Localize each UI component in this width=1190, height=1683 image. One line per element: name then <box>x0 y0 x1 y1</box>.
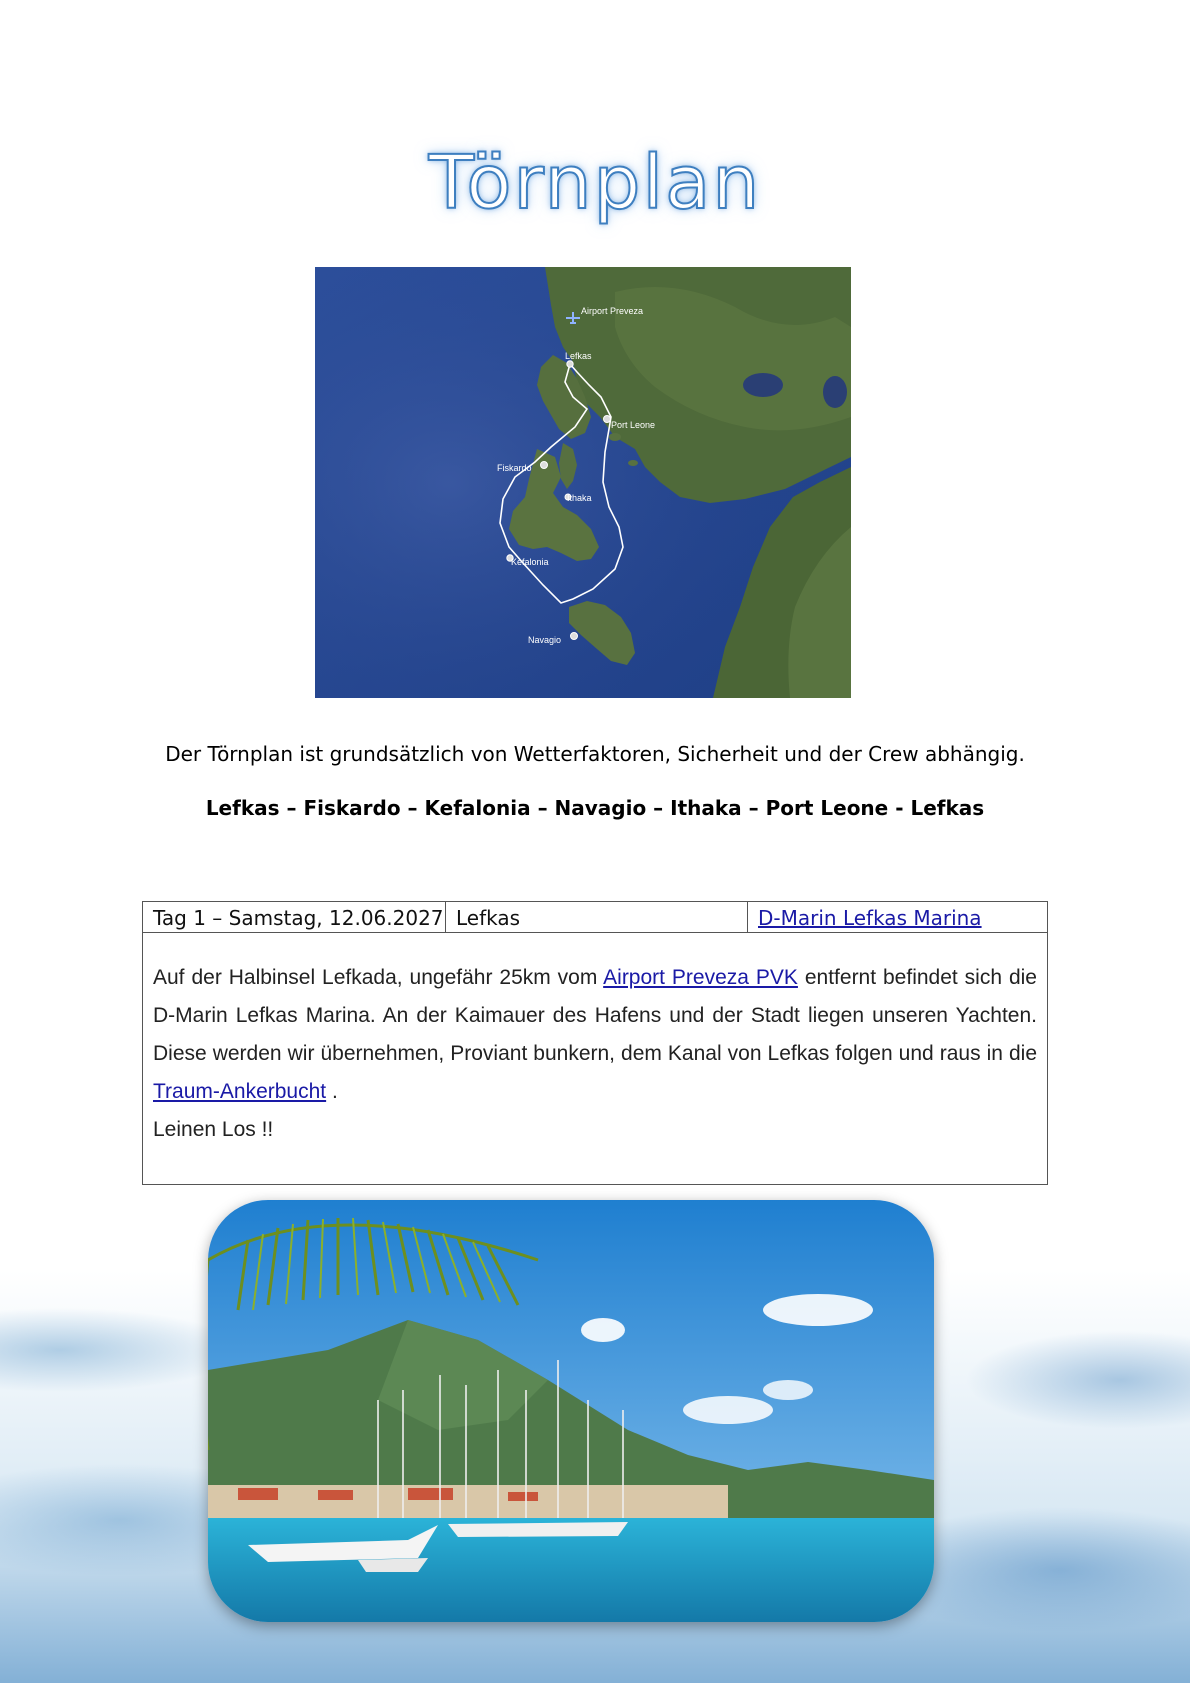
route-summary: Lefkas – Fiskardo – Kefalonia – Navagio – Ithaka – Port Leone - Lefkas <box>205 796 985 820</box>
label-navagio: Navagio <box>528 635 562 645</box>
day-1-description <box>143 933 1047 1149</box>
route-map <box>315 267 851 698</box>
marker-lefkas <box>567 361 573 367</box>
label-lefkas: Lefkas <box>565 351 592 361</box>
page-title: Törnplan <box>428 140 762 226</box>
label-port-leone: Port Leone <box>611 420 656 430</box>
marker-port-leone <box>604 416 611 423</box>
description-text-2: entfernt befindet sich die D-Marin Lefkas Marina. An der Kaimauer des Hafens und der Stadt liegen unseren Yachten. Diese werden wir übernehmen, Proviant bunkern, dem Kanal von Lefkas folgen und raus in die <box>153 966 1037 1065</box>
label-kefalonia: Kefalonia <box>511 557 549 567</box>
label-ithaka: Ithaka <box>567 493 592 503</box>
anchor-bay-link[interactable]: Traum-Ankerbucht <box>153 1080 327 1103</box>
marina-photo <box>208 1200 934 1622</box>
marina-cell <box>748 902 1047 932</box>
marker-fiskardo <box>541 462 548 469</box>
marina-link[interactable]: D-Marin Lefkas Marina <box>758 906 982 930</box>
airport-link[interactable]: Airport Preveza PVK <box>603 966 798 989</box>
label-fiskardo: Fiskardo <box>497 463 532 473</box>
closing-text: Leinen Los !! <box>153 1118 274 1141</box>
disclaimer-text: Der Törnplan ist grundsätzlich von Wetterfaktoren, Sicherheit und der Crew abhängig. <box>165 742 1025 766</box>
day-location: Lefkas <box>446 902 748 932</box>
day-1-header <box>143 902 1047 933</box>
description-text-1: Auf der Halbinsel Lefkada, ungefähr 25km vom <box>153 966 604 989</box>
day-label: Tag 1 – Samstag, 12.06.2027 <box>143 902 446 932</box>
day-1-box <box>142 901 1048 1185</box>
marker-navagio <box>571 633 578 640</box>
label-airport-preveza: Airport Preveza <box>581 306 644 316</box>
description-text-3: . <box>326 1080 338 1103</box>
